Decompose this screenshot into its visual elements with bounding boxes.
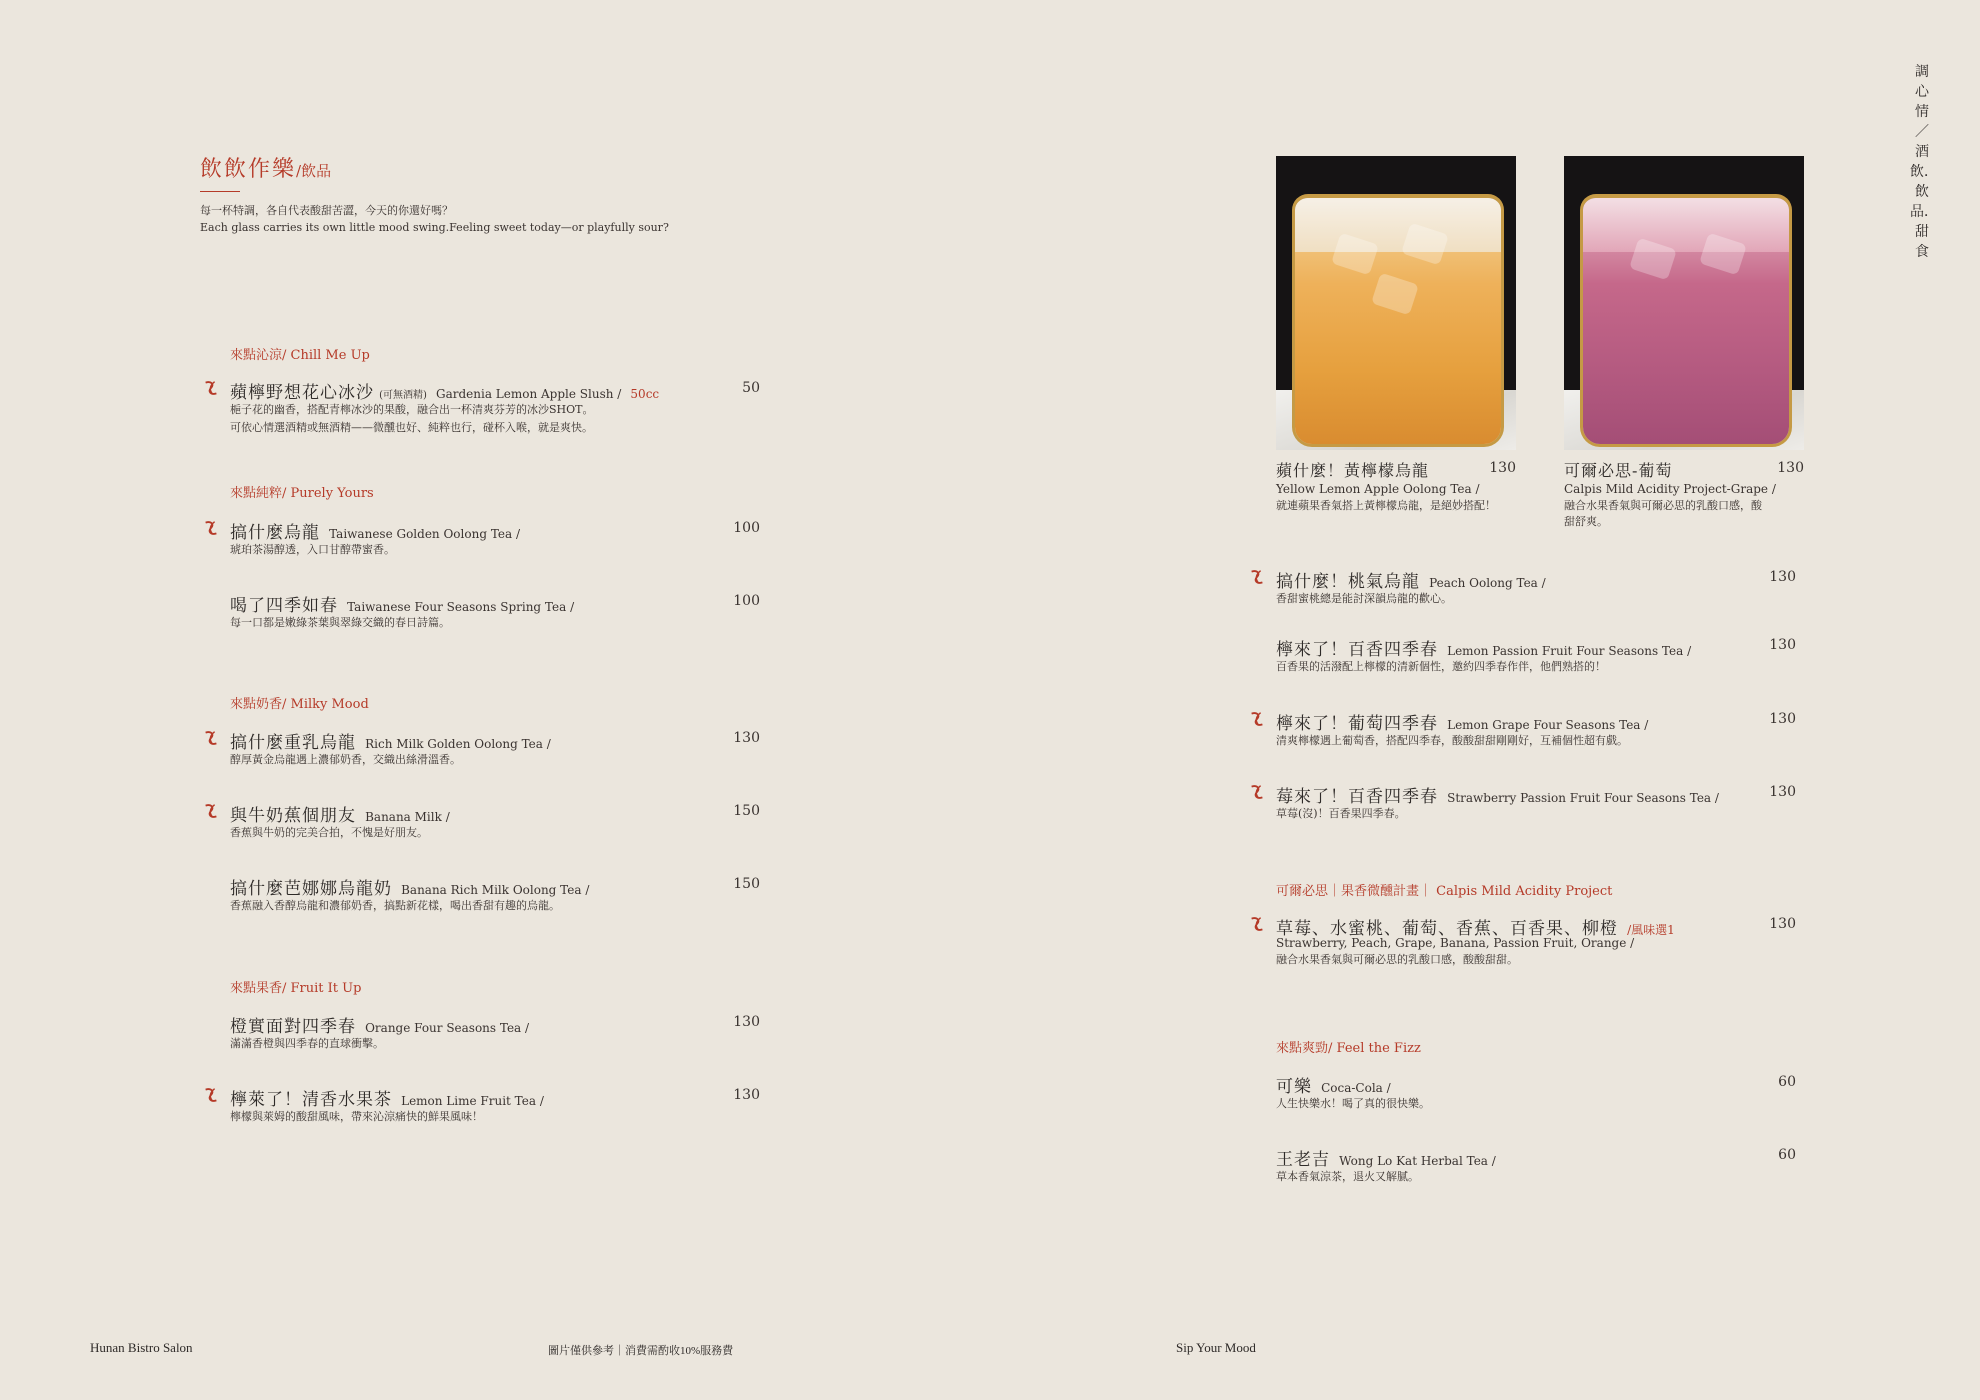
item-price: 130 (1769, 916, 1796, 932)
item-name-cn: 草莓、水蜜桃、葡萄、香蕉、百香果、柳橙 (1276, 919, 1618, 939)
menu-item (1276, 635, 1796, 675)
title-cn: 飲飲作樂 (200, 157, 297, 182)
menu-item (230, 728, 760, 768)
section-purely-yours: 來點純粹/ Purely Yours (230, 486, 374, 501)
item-desc: 草莓(沒)！百香果四季春。 (1276, 807, 1406, 820)
item-price: 130 (1489, 460, 1516, 476)
item-flavor-note: /風味選1 (1627, 923, 1675, 937)
menu-item (1276, 709, 1796, 749)
item-name-en: Lemon Passion Fruit Four Seasons Tea / (1447, 644, 1692, 658)
footer-brand: Hunan Bistro Salon (90, 1340, 193, 1355)
signature-leaf-icon (1248, 568, 1266, 586)
signature-leaf-icon (1248, 783, 1266, 801)
drink-foam (1295, 198, 1501, 252)
item-note: (可無酒精) (379, 390, 427, 401)
item-volume: 50cc (630, 387, 660, 401)
item-name-cn: 搞什麼芭娜娜烏龍奶 (230, 879, 392, 899)
signature-leaf-icon (202, 379, 220, 397)
item-name-en: Orange Four Seasons Tea / (365, 1021, 530, 1035)
item-price: 100 (733, 520, 760, 536)
item-name-cn: 可爾必思-葡萄 (1564, 461, 1673, 480)
item-name-cn: 搞什麼烏龍 (230, 523, 320, 543)
item-name-en: Banana Milk / (365, 810, 450, 824)
menu-item (1276, 1072, 1796, 1112)
item-price: 130 (733, 1087, 760, 1103)
title-underline (200, 191, 240, 192)
signature-leaf-icon (202, 519, 220, 537)
menu-item (230, 801, 760, 841)
item-price: 130 (1777, 460, 1804, 476)
drink-photo-lemon-oolong (1276, 156, 1516, 450)
signature-leaf-icon (1248, 710, 1266, 728)
item-desc: 人生快樂水！喝了真的很快樂。 (1276, 1097, 1430, 1110)
item-name-en: Taiwanese Golden Oolong Tea / (329, 527, 520, 541)
menu-item (230, 1012, 760, 1052)
item-name-cn: 搞什麼重乳烏龍 (230, 733, 356, 753)
right-page (990, 0, 1980, 1400)
item-price: 130 (1769, 711, 1796, 727)
item-name-cn: 與牛奶蕉個朋友 (230, 806, 356, 826)
menu-item (1276, 567, 1796, 607)
item-name-en: Strawberry Passion Fruit Four Seasons Tea / (1447, 791, 1719, 805)
drink-foam (1583, 198, 1789, 252)
item-name-cn: 搞什麼！桃氣烏龍 (1276, 572, 1420, 592)
item-price: 100 (733, 593, 760, 609)
item-name-cn: 王老吉 (1276, 1150, 1330, 1170)
item-desc: 香甜蜜桃總是能討深韻烏龍的歡心。 (1276, 592, 1452, 605)
menu-item (230, 518, 760, 558)
photo-item (1564, 458, 1804, 530)
menu-item (230, 591, 760, 631)
signature-leaf-icon (1248, 915, 1266, 933)
item-name-en: Rich Milk Golden Oolong Tea / (365, 737, 551, 751)
item-name-en: Gardenia Lemon Apple Slush / (436, 387, 622, 401)
item-price: 130 (733, 730, 760, 746)
item-price: 150 (733, 876, 760, 892)
item-desc: 草本香氣涼茶，退火又解膩。 (1276, 1170, 1419, 1183)
item-price: 130 (1769, 569, 1796, 585)
item-desc: 滿滿香橙與四季春的直球衝擊。 (230, 1037, 384, 1050)
menu-header (200, 152, 669, 236)
item-desc: 香蕉融入香醇烏龍和濃郁奶香，搞點新花樣，喝出香甜有趣的烏龍。 (230, 899, 560, 912)
menu-item (1276, 914, 1796, 968)
item-price: 50 (742, 380, 760, 396)
intro-en: Each glass carries its own little mood swing.Feeling sweet today—or playfully sour? (200, 221, 669, 234)
menu-item (230, 378, 760, 436)
item-desc: 香蕉與牛奶的完美合拍，不愧是好朋友。 (230, 826, 428, 839)
footer-brand: Sip Your Mood (1176, 1340, 1256, 1355)
item-name-cn: 可樂 (1276, 1077, 1312, 1097)
glass (1580, 194, 1792, 447)
item-desc: 就連蘋果香氣搭上黃檸檬烏龍，是絕妙搭配！ (1276, 499, 1496, 512)
item-name-cn: 莓來了！百香四季春 (1276, 787, 1438, 807)
item-price: 60 (1778, 1147, 1796, 1163)
item-desc: 清爽檸檬遇上葡萄香，搭配四季春，酸酸甜甜剛剛好，互補個性超有戲。 (1276, 734, 1628, 747)
item-name-cn: 檸來了！葡萄四季春 (1276, 714, 1438, 734)
menu-item (1276, 782, 1796, 822)
item-name-en: Strawberry, Peach, Grape, Banana, Passion Fruit, Orange / (1276, 936, 1635, 950)
item-price: 130 (1769, 637, 1796, 653)
item-name-cn: 檸來了！百香四季春 (1276, 640, 1438, 660)
vertical-title: 調心情／酒飲．飲品．甜食 (1910, 64, 1938, 260)
item-name-en: Calpis Mild Acidity Project-Grape / (1564, 482, 1776, 496)
item-name-en: Lemon Grape Four Seasons Tea / (1447, 718, 1649, 732)
section-calpis-project: 可爾必思｜果香微醺計畫｜ Calpis Mild Acidity Project (1276, 884, 1613, 899)
item-desc: 可依心情選酒精或無酒精——微醺也好、純粹也行，碰杯入喉，就是爽快。 (230, 421, 593, 434)
item-price: 130 (733, 1014, 760, 1030)
menu-item (1276, 1145, 1796, 1185)
section-feel-the-fizz: 來點爽勁/ Feel the Fizz (1276, 1041, 1421, 1056)
item-desc: 醇厚黃金烏龍遇上濃郁奶香，交織出絲滑溫香。 (230, 753, 461, 766)
glass (1292, 194, 1504, 447)
item-price: 60 (1778, 1074, 1796, 1090)
item-name-en: Taiwanese Four Seasons Spring Tea / (347, 600, 575, 614)
item-name-cn: 喝了四季如春 (230, 596, 338, 616)
item-desc: 琥珀茶湯醇透，入口甘醇帶蜜香。 (230, 543, 395, 556)
menu-item (230, 874, 760, 914)
item-name-en: Peach Oolong Tea / (1429, 576, 1546, 590)
signature-leaf-icon (202, 729, 220, 747)
section-fruit-it-up: 來點果香/ Fruit It Up (230, 981, 362, 996)
signature-leaf-icon (202, 802, 220, 820)
item-desc: 檸檬與萊姆的酸甜風味，帶來沁涼痛快的鮮果風味！ (230, 1110, 483, 1123)
item-desc: 每一口都是嫩綠茶葉與翠綠交織的春日詩篇。 (230, 616, 450, 629)
drink-photo-calpis-grape (1564, 156, 1804, 450)
item-name-en: Banana Rich Milk Oolong Tea / (401, 883, 590, 897)
item-name-en: Yellow Lemon Apple Oolong Tea / (1276, 482, 1480, 496)
menu-item (230, 1085, 760, 1125)
item-name-en: Wong Lo Kat Herbal Tea / (1339, 1154, 1496, 1168)
footer-note: 圖片僅供參考｜消費需酌收10%服務費 (548, 1345, 734, 1357)
item-name-cn: 蘋檸野想花心冰沙 (230, 383, 374, 403)
title-sub: /飲品 (296, 162, 332, 180)
signature-leaf-icon (202, 1086, 220, 1104)
item-desc: 融合水果香氣與可爾必思的乳酸口感，酸 (1564, 499, 1762, 512)
item-name-cn: 蘋什麼！黃檸檬烏龍 (1276, 461, 1430, 480)
section-milky-mood: 來點奶香/ Milky Mood (230, 697, 369, 712)
section-chill-me-up: 來點沁涼/ Chill Me Up (230, 348, 370, 363)
item-desc: 梔子花的幽香，搭配青檸冰沙的果酸，融合出一杯清爽芬芳的冰沙SHOT。 (230, 403, 594, 416)
item-name-en: Lemon Lime Fruit Tea / (401, 1094, 544, 1108)
item-price: 150 (733, 803, 760, 819)
item-desc: 甜舒爽。 (1564, 515, 1608, 528)
photo-item (1276, 458, 1516, 514)
item-desc: 百香果的活潑配上檸檬的清新個性，邀約四季春作伴，他們熟搭的！ (1276, 660, 1606, 673)
item-name-cn: 檸萊了！清香水果茶 (230, 1090, 392, 1110)
item-price: 130 (1769, 784, 1796, 800)
page-title (200, 152, 669, 183)
intro-cn: 每一杯特調，各自代表酸甜苦澀，今天的你還好嗎？ (200, 204, 453, 217)
item-name-cn: 橙實面對四季春 (230, 1017, 356, 1037)
item-desc: 融合水果香氣與可爾必思的乳酸口感，酸酸甜甜。 (1276, 953, 1518, 966)
item-name-en: Coca-Cola / (1321, 1081, 1391, 1095)
